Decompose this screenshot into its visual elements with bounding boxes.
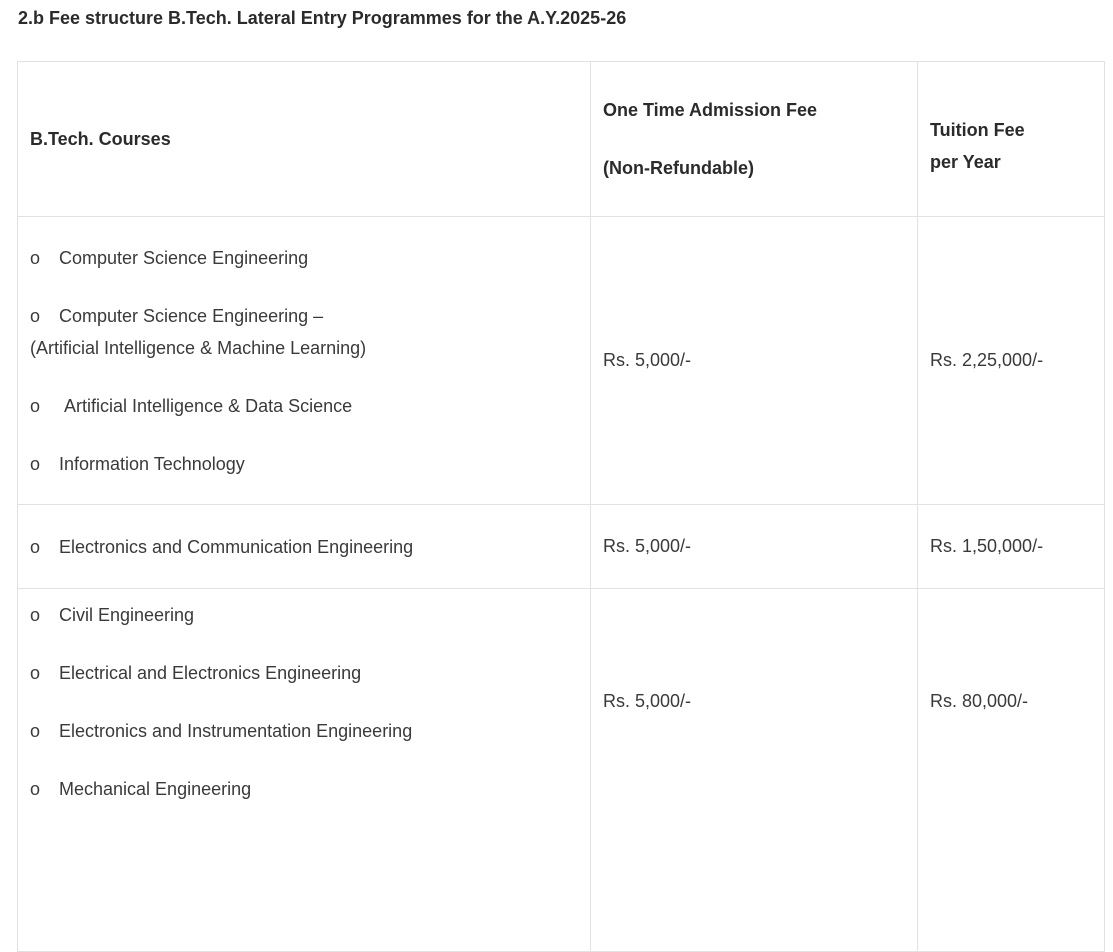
course-list <box>30 589 578 805</box>
course-list <box>30 242 578 480</box>
tuition-fee-cell <box>918 505 1105 589</box>
list-item <box>30 300 578 364</box>
bullet-marker: o <box>30 605 41 625</box>
header-admission-fee <box>591 62 918 217</box>
admission-fee-value: Rs. 5,000/- <box>603 350 692 370</box>
header-courses <box>18 62 591 217</box>
table-row <box>18 505 1105 589</box>
header-tuition-line1: Tuition Fee <box>930 120 1025 140</box>
list-item <box>30 773 578 805</box>
course-name: Electronics and Instrumentation Engineering <box>59 721 413 741</box>
bullet-marker: o <box>30 663 41 683</box>
list-item <box>30 715 578 747</box>
list-item <box>30 448 578 480</box>
course-name: Artificial Intelligence & Data Science <box>64 395 353 416</box>
bullet-marker: o <box>30 395 41 416</box>
courses-cell <box>18 589 591 952</box>
header-tuition-fee <box>918 62 1105 217</box>
table-row <box>18 589 1105 952</box>
bullet-marker: o <box>30 247 41 268</box>
bullet-marker: o <box>30 779 41 799</box>
admission-fee-value: Rs. 5,000/- <box>603 536 692 556</box>
course-list <box>30 531 578 563</box>
list-item <box>30 390 578 422</box>
admission-fee-cell <box>591 589 918 952</box>
fee-structure-table <box>17 61 1105 952</box>
list-item <box>30 531 578 563</box>
admission-fee-value: Rs. 5,000/- <box>603 691 692 711</box>
course-name: Information Technology <box>59 453 245 474</box>
course-name: Computer Science Engineering – <box>59 305 324 326</box>
course-name: Computer Science Engineering <box>59 247 309 268</box>
course-name: Electronics and Communication Engineering <box>59 536 414 557</box>
page-title: 2.b Fee structure B.Tech. Lateral Entry Programmes for the A.Y.2025-26 <box>18 8 627 28</box>
course-name: Civil Engineering <box>59 605 195 625</box>
admission-fee-cell <box>591 505 918 589</box>
header-courses-label: B.Tech. Courses <box>30 128 171 149</box>
tuition-fee-cell <box>918 589 1105 952</box>
course-name-continued: (Artificial Intelligence & Machine Learning) <box>30 337 367 358</box>
course-name: Mechanical Engineering <box>59 779 252 799</box>
bullet-marker: o <box>30 721 41 741</box>
tuition-fee-value: Rs. 2,25,000/- <box>930 350 1044 370</box>
tuition-fee-value: Rs. 80,000/- <box>930 691 1029 711</box>
courses-cell <box>18 505 591 589</box>
header-admission-line1: One Time Admission Fee <box>603 100 818 120</box>
list-item <box>30 242 578 274</box>
course-name: Electrical and Electronics Engineering <box>59 663 362 683</box>
table-row <box>18 217 1105 505</box>
header-admission-line2: (Non-Refundable) <box>603 158 754 178</box>
list-item <box>30 657 578 689</box>
bullet-marker: o <box>30 536 41 557</box>
tuition-fee-cell <box>918 217 1105 505</box>
admission-fee-cell <box>591 217 918 505</box>
header-tuition-line2: per Year <box>930 152 1001 172</box>
list-item <box>30 599 578 631</box>
courses-cell <box>18 217 591 505</box>
table-header-row <box>18 62 1105 217</box>
tuition-fee-value: Rs. 1,50,000/- <box>930 536 1044 556</box>
bullet-marker: o <box>30 305 41 326</box>
bullet-marker: o <box>30 453 41 474</box>
